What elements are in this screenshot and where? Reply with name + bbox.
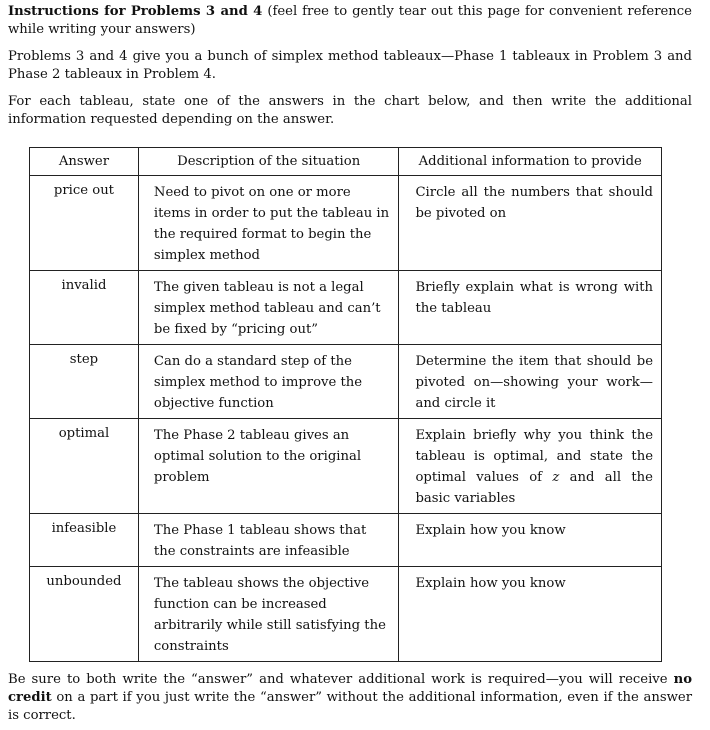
table-row xyxy=(30,419,662,514)
footer-note xyxy=(8,671,692,725)
table-row xyxy=(30,514,662,567)
additional-info-cell: Explain how you know xyxy=(399,514,662,567)
additional-info-cell: Briefly explain what is wrong with the tableau xyxy=(399,271,662,345)
additional-info-cell: Determine the item that should be pivoted on—showing your work—and circle it xyxy=(399,345,662,419)
header-description: Description of the situation xyxy=(138,148,399,176)
additional-info-cell xyxy=(399,419,662,514)
answer-cell: unbounded xyxy=(30,567,139,662)
answer-cell: optimal xyxy=(30,419,139,514)
table-row xyxy=(30,567,662,662)
additional-info-cell: Circle all the numbers that should be pivoted on xyxy=(399,176,662,271)
description-cell: The Phase 2 tableau gives an optimal solution to the original problem xyxy=(138,419,399,514)
footer-emphasis: no credit xyxy=(8,672,692,705)
header-additional-info: Additional information to provide xyxy=(399,148,662,176)
footer-text: on a part if you just write the “answer” without the additional information, even if the answer is correct. xyxy=(8,690,692,723)
answers-table xyxy=(29,147,662,662)
table-row xyxy=(30,271,662,345)
answer-cell: invalid xyxy=(30,271,139,345)
instructions-heading-note: (feel free to gently tear out this page for convenient reference while writing your answers) xyxy=(8,4,692,37)
answer-cell: price out xyxy=(30,176,139,271)
answer-cell: infeasible xyxy=(30,514,139,567)
table-row xyxy=(30,345,662,419)
answer-instructions-paragraph: For each tableau, state one of the answers in the chart below, and then write the additional information requested depending on the answer. xyxy=(8,94,692,127)
description-cell: Can do a standard step of the simplex method to improve the objective function xyxy=(138,345,399,419)
header-answer: Answer xyxy=(30,148,139,176)
footer-text: Be sure to both write the “answer” and whatever additional work is required—you will receive xyxy=(8,672,674,687)
table-row xyxy=(30,176,662,271)
description-cell: The given tableau is not a legal simplex method tableau and can’t be fixed by “pricing out” xyxy=(138,271,399,345)
additional-info-cell: Explain how you know xyxy=(399,567,662,662)
instructions-heading: Instructions for Problems 3 and 4 xyxy=(8,4,263,19)
description-cell: The tableau shows the objective function can be increased arbitrarily while still satisfying the constraints xyxy=(138,567,399,662)
problems-description-paragraph: Problems 3 and 4 give you a bunch of simplex method tableaux—Phase 1 tableaux in Problem 3 and Phase 2 tableaux in Problem 4. xyxy=(8,49,692,82)
description-cell: Need to pivot on one or more items in order to put the tableau in the required format to begin the simplex method xyxy=(138,176,399,271)
answer-cell: step xyxy=(30,345,139,419)
description-cell: The Phase 1 tableau shows that the constraints are infeasible xyxy=(138,514,399,567)
variable-z: z xyxy=(552,470,560,485)
instructions-heading-paragraph xyxy=(8,3,692,39)
additional-info-text: and all the basic variables xyxy=(415,470,653,506)
table-header-row xyxy=(30,148,662,176)
additional-info-text: Explain briefly why you think the tableau is optimal, and state the optimal values of xyxy=(415,428,653,485)
